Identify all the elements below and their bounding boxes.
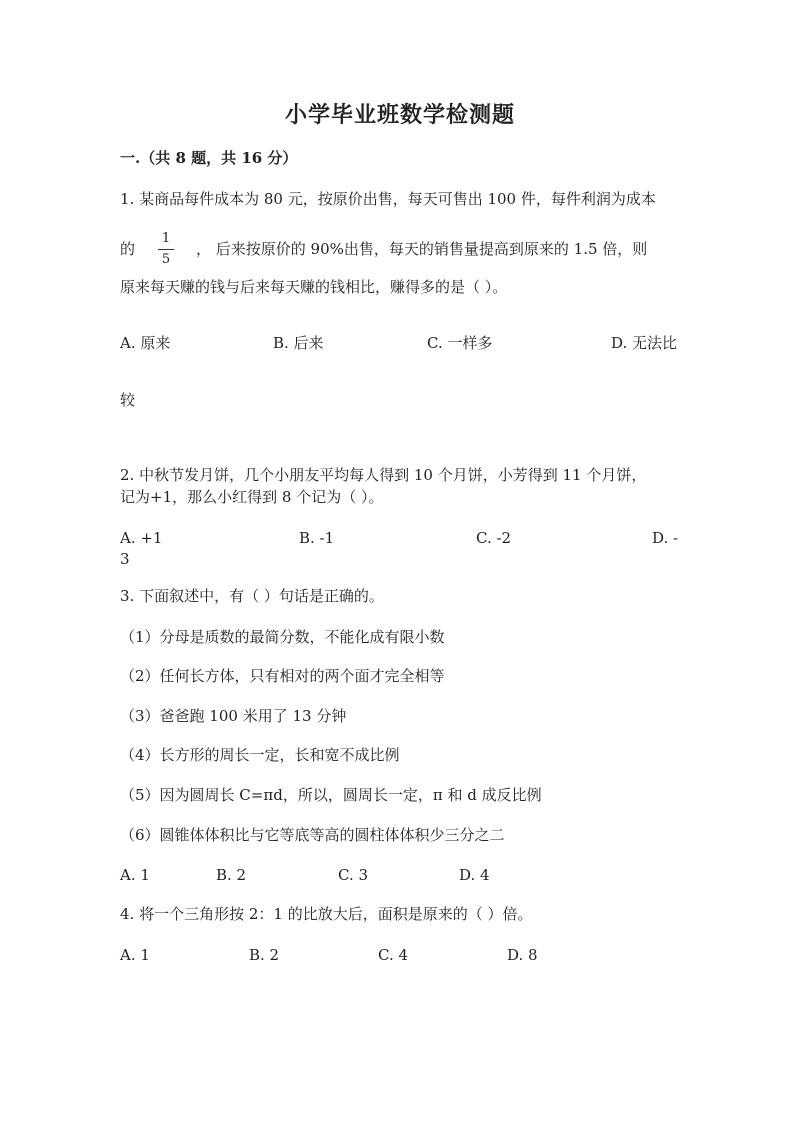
question-2-line-1: 2. 中秋节发月饼，几个小朋友平均每人得到 10 个月饼，小芳得到 11 个月饼， <box>120 466 647 484</box>
fraction-denominator: 5 <box>161 252 171 267</box>
question-2-option-d[interactable]: D. - <box>652 529 679 547</box>
question-3-statement-6: （6）圆锥体体积比与它等底等高的圆柱体体积少三分之二 <box>120 826 505 844</box>
question-1-line-2: ， 后来按原价的 90%出售，每天的销售量提高到原来的 1.5 倍，则 <box>196 240 648 258</box>
question-3-statement-4: （4）长方形的周长一定，长和宽不成比例 <box>120 746 400 764</box>
section-heading: 一.（共 8 题，共 16 分） <box>120 149 298 167</box>
question-2-option-c[interactable]: C. -2 <box>476 529 512 547</box>
fraction-one-fifth <box>158 232 174 267</box>
question-1-option-d-wrap: 较 <box>120 391 136 409</box>
question-4-line-1: 4. 将一个三角形按 2：1 的比放大后，面积是原来的（ ）倍。 <box>120 905 533 923</box>
fraction-bar <box>158 249 174 250</box>
question-1-option-b[interactable]: B. 后来 <box>273 334 324 352</box>
question-3-option-b[interactable]: B. 2 <box>216 866 247 884</box>
question-3-statement-1: （1）分母是质数的最简分数，不能化成有限小数 <box>120 628 445 646</box>
question-2-option-d-wrap: 3 <box>120 550 130 568</box>
question-3-option-d[interactable]: D. 4 <box>459 866 490 884</box>
question-1-option-d[interactable]: D. 无法比 <box>611 334 678 352</box>
question-4-option-c[interactable]: C. 4 <box>378 946 409 964</box>
question-1-line-1: 1. 某商品每件成本为 80 元，按原价出售，每天可售出 100 件，每件利润为成本 <box>120 190 656 208</box>
question-4-option-a[interactable]: A. 1 <box>120 946 150 964</box>
question-1-line-2-prefix: 的 <box>120 240 136 258</box>
fraction-numerator: 1 <box>161 231 171 246</box>
page-title: 小学毕业班数学检测题 <box>284 102 515 128</box>
question-1-line-3: 原来每天赚的钱与后来每天赚的钱相比，赚得多的是（ ）。 <box>120 278 508 296</box>
question-3-line-1: 3. 下面叙述中，有（ ）句话是正确的。 <box>120 587 384 605</box>
question-3-option-a[interactable]: A. 1 <box>120 866 150 884</box>
question-3-statement-5: （5）因为圆周长 C=πd，所以，圆周长一定，π 和 d 成反比例 <box>120 786 542 804</box>
question-4-option-b[interactable]: B. 2 <box>249 946 280 964</box>
question-2-line-2: 记为+1，那么小红得到 8 个记为（ ）。 <box>120 488 384 506</box>
question-3-statement-2: （2）任何长方体，只有相对的两个面才完全相等 <box>120 667 445 685</box>
question-4-option-d[interactable]: D. 8 <box>507 946 538 964</box>
question-1-option-c[interactable]: C. 一样多 <box>427 334 493 352</box>
question-3-statement-3: （3）爸爸跑 100 米用了 13 分钟 <box>120 707 347 725</box>
question-1-option-a[interactable]: A. 原来 <box>120 334 171 352</box>
question-2-option-b[interactable]: B. -1 <box>299 529 335 547</box>
question-2-option-a[interactable]: A. +1 <box>120 529 163 547</box>
question-3-option-c[interactable]: C. 3 <box>338 866 369 884</box>
